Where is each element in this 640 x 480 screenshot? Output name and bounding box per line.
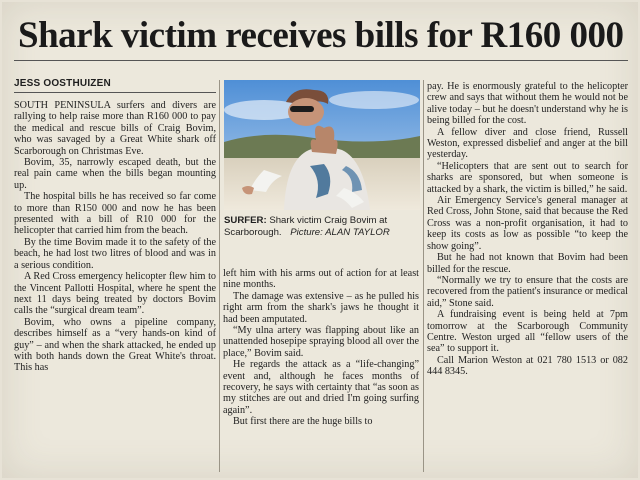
paragraph: By the time Bovim made it to the safety of the beach, he had lost two litres of blood and was in a serious condition. [14, 236, 216, 271]
paragraph: “Normally we try to ensure that the costs are recovered from the patient's insurance or medical aid,” Stone said. [427, 274, 628, 309]
paragraph: The hospital bills he has received so far come to more than R150 000 and now he has been presented with a bill of R10 000 for the helicopter that carried him from the beach. [14, 191, 216, 237]
paragraph: A fundraising event is being held at 7pm tomorrow at the Scarborough Community Centre. Weston urged all “fellow users of the sea” to support it. [427, 309, 628, 355]
column-divider-1 [219, 80, 220, 472]
caption-tag: SURFER: [224, 215, 267, 226]
surfer-photo-image [224, 80, 420, 210]
article-column-1 [14, 100, 216, 374]
paragraph: A fellow diver and close friend, Russell Weston, expressed disbelief and anger at the bill yesterday. [427, 126, 628, 161]
headline-rule [14, 60, 628, 61]
paragraph: pay. He is enormously grateful to the helicopter crew and says that without them he would not be alive today – but he doesn't understand why he is being billed for the cost. [427, 81, 628, 127]
article-photo [224, 80, 420, 210]
article-column-2 [223, 268, 419, 428]
paragraph: But he had not known that Bovim had been billed for the rescue. [427, 252, 628, 275]
paragraph: SOUTH PENINSULA surfers and divers are rallying to help raise more than R160 000 to pay the medical and rescue bills of Craig Bovim, who was savaged by a Great White shark off Scarborough on Christmas Eve. [14, 100, 216, 157]
paragraph: Bovim, who owns a pipeline company, describes himself as a “very hands-on kind of guy” – and when the shark attacked, he ended up with both hands down the Great White's throat. This has [14, 316, 216, 374]
article-column-3 [427, 81, 628, 378]
headline: Shark victim receives bills for R160 000 [18, 15, 624, 56]
photo-caption [224, 215, 420, 239]
paragraph: left him with his arms out of action for at least nine months. [223, 268, 419, 291]
paragraph: The damage was extensive – as he pulled his right arm from the shark's jaws he thought it had been amputated. [223, 290, 419, 325]
paragraph: Bovim, 35, narrowly escaped death, but the real pain came when the bills began mounting up. [14, 157, 216, 191]
caption-text: Shark victim Craig Bovim at Scarborough. [224, 215, 388, 238]
column-divider-2 [423, 80, 424, 472]
byline-rule [14, 92, 216, 93]
paragraph: Call Marion Weston at 021 780 1513 or 082 444 8345. [427, 354, 628, 378]
byline: JESS OOSTHUIZEN [14, 78, 111, 89]
paragraph: But first there are the huge bills to [233, 416, 373, 428]
paragraph: He regards the attack as a “life-changing” event and, although he faces months of recovery, he says with certainty that “as soon as my stitches are out and dried I'm going surfing again”. [223, 359, 419, 416]
paragraph: “Helicopters that are sent out to search for sharks are sponsored, but when someone is attacked by a shark, the victim is billed,” he said. [427, 160, 628, 195]
photo-credit: Picture: ALAN TAYLOR [290, 227, 390, 238]
paragraph: A Red Cross emergency helicopter flew him to the Vincent Pallotti Hospital, where he spent the next 11 days being treated by doctors Bovim calls the “surgical dream team”. [14, 271, 216, 317]
paragraph: “My ulna artery was flapping about like an unattended hosepipe spraying blood all over the place,” Bovim said. [223, 325, 419, 359]
paragraph: Air Emergency Service's general manager at Red Cross, John Stone, said that because the Red Cross was a non-profit organisation, it had to keep its costs as low as possible “to keep the show going”. [427, 195, 628, 252]
